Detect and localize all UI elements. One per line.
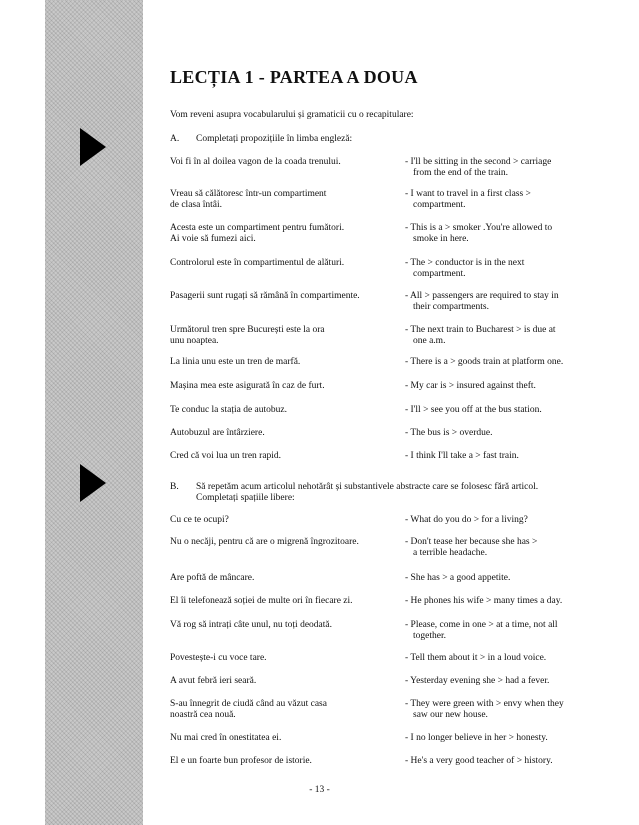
english-answer: - She has > a good appetite.	[405, 573, 511, 583]
english-answer: - I'll be sitting in the second > carriage	[405, 157, 552, 167]
romanian-sentence: noastră cea nouă.	[170, 710, 236, 720]
english-answer: from the end of the train.	[413, 168, 508, 178]
romanian-sentence: Cred că voi lua un tren rapid.	[170, 451, 282, 461]
english-answer: - Yesterday evening she > had a fever.	[405, 676, 550, 686]
english-answer: - I no longer believe in her > honesty.	[405, 733, 548, 743]
romanian-sentence: unu noaptea.	[170, 336, 219, 346]
romanian-sentence: Povestește-i cu voce tare.	[170, 653, 267, 663]
english-answer: - My car is > insured against theft.	[405, 381, 536, 391]
romanian-sentence: La linia unu este un tren de marfă.	[170, 357, 301, 367]
romanian-sentence: Nu o necăji, pentru că are o migrenă îngrozitoare.	[170, 537, 359, 547]
section-a-letter: A.	[170, 134, 180, 144]
english-answer: - They were green with > envy when they	[405, 699, 564, 709]
section-b-instruction-line-2: Completați spațiile libere:	[196, 493, 295, 503]
english-answer: - The bus is > overdue.	[405, 428, 493, 438]
decorative-side-stripe	[45, 0, 143, 825]
intro-text: Vom reveni asupra vocabularului și gramaticii cu o recapitulare:	[170, 110, 414, 120]
lesson-title: LECȚIA 1 - PARTEA A DOUA	[170, 67, 418, 87]
english-answer: a terrible headache.	[413, 548, 488, 558]
english-answer: together.	[413, 631, 446, 641]
romanian-sentence: Mașina mea este asigurată în caz de furt.	[170, 381, 325, 391]
romanian-sentence: Cu ce te ocupi?	[170, 515, 229, 525]
english-answer: - The next train to Bucharest > is due at	[405, 325, 556, 335]
english-answer: - He phones his wife > many times a day.	[405, 596, 563, 606]
section-a-arrow-icon	[80, 128, 106, 166]
english-answer: - The > conductor is in the next	[405, 258, 525, 268]
english-answer: their compartments.	[413, 302, 489, 312]
english-answer: - This is a > smoker .You're allowed to	[405, 223, 553, 233]
romanian-sentence: Nu mai cred în onestitatea ei.	[170, 733, 282, 743]
romanian-sentence: Vreau să călătoresc într-un compartiment	[170, 189, 327, 199]
romanian-sentence: de clasa întâi.	[170, 200, 222, 210]
english-answer: smoke in here.	[413, 234, 469, 244]
romanian-sentence: Pasagerii sunt rugați să rămână în compartimente.	[170, 291, 360, 301]
english-answer: - I think I'll take a > fast train.	[405, 451, 519, 461]
romanian-sentence: S-au înnegrit de ciudă când au văzut casa	[170, 699, 327, 709]
english-answer: - Please, come in one > at a time, not all	[405, 620, 558, 630]
english-answer: - All > passengers are required to stay in	[405, 291, 559, 301]
english-answer: - He's a very good teacher of > history.	[405, 756, 553, 766]
romanian-sentence: Controlorul este în compartimentul de alături.	[170, 258, 345, 268]
section-b-instruction-line-1: Să repetăm acum articolul nehotărât și substantivele abstracte care se folosesc fără articol.	[196, 482, 539, 492]
romanian-sentence: Are poftă de mâncare.	[170, 573, 255, 583]
page-number: - 13 -	[309, 785, 330, 795]
english-answer: compartment.	[413, 200, 466, 210]
section-b-arrow-icon	[80, 464, 106, 502]
english-answer: one a.m.	[413, 336, 446, 346]
english-answer: - There is a > goods train at platform one.	[405, 357, 564, 367]
romanian-sentence: Voi fi în al doilea vagon de la coada trenului.	[170, 157, 341, 167]
romanian-sentence: Autobuzul are întârziere.	[170, 428, 265, 438]
section-a-instruction: Completați propozițiile în limba engleză:	[196, 134, 353, 144]
english-answer: - I'll > see you off at the bus station.	[405, 405, 542, 415]
romanian-sentence: El îi telefonează soției de multe ori în fiecare zi.	[170, 596, 353, 606]
english-answer: saw our new house.	[413, 710, 488, 720]
romanian-sentence: Următorul tren spre București este la ora	[170, 325, 325, 335]
english-answer: compartment.	[413, 269, 466, 279]
romanian-sentence: Acesta este un compartiment pentru fumători.	[170, 223, 345, 233]
english-answer: - Tell them about it > in a loud voice.	[405, 653, 547, 663]
romanian-sentence: Ai voie să fumezi aici.	[170, 234, 256, 244]
english-answer: - Don't tease her because she has >	[405, 537, 538, 547]
romanian-sentence: Te conduc la stația de autobuz.	[170, 405, 287, 415]
section-b-letter: B.	[170, 482, 179, 492]
english-answer: - What do you do > for a living?	[405, 515, 528, 525]
romanian-sentence: Vă rog să intrați câte unul, nu toți deodată.	[170, 620, 332, 630]
english-answer: - I want to travel in a first class >	[405, 189, 531, 199]
romanian-sentence: A avut febră ieri seară.	[170, 676, 257, 686]
romanian-sentence: El e un foarte bun profesor de istorie.	[170, 756, 312, 766]
